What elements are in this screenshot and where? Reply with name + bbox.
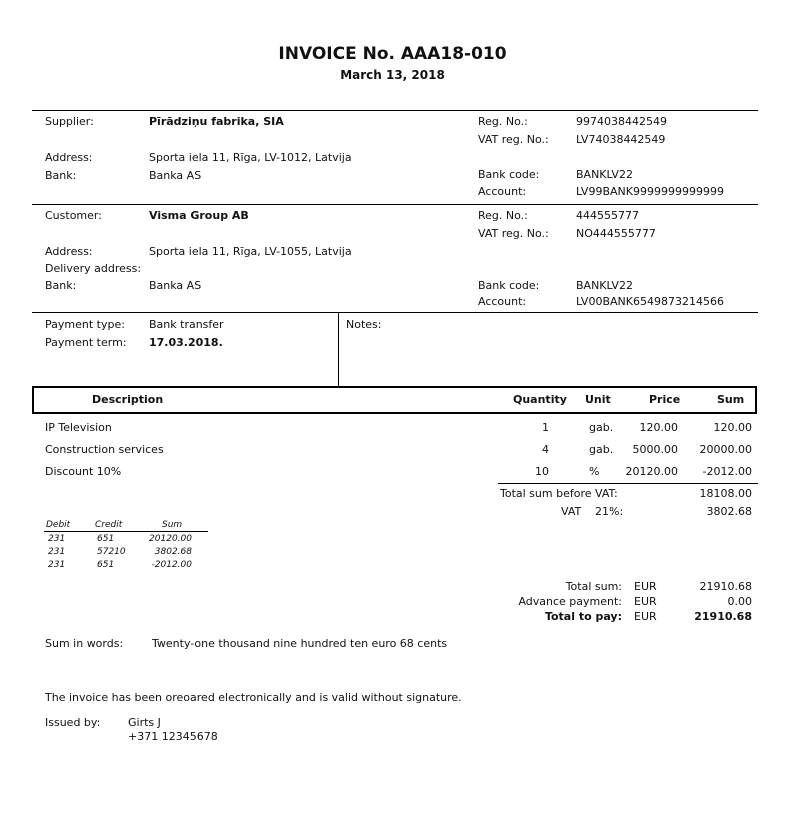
issuer-phone: +371 12345678 <box>128 730 218 743</box>
customer-account: LV00BANK6549873214566 <box>576 295 724 308</box>
customer-reg-label: Reg. No.: <box>478 209 528 222</box>
row-sum: -2012.00 <box>702 465 752 478</box>
ledger-debit-header: Debit <box>46 520 71 530</box>
customer-reg: 444555777 <box>576 209 639 222</box>
supplier-account: LV99BANK9999999999999 <box>576 185 724 198</box>
payment-type: Bank transfer <box>149 318 224 331</box>
customer-vat: NO444555777 <box>576 227 656 240</box>
row-price: 120.00 <box>639 421 678 434</box>
row-quantity: 4 <box>542 443 549 456</box>
total-label: Total sum: <box>565 580 622 593</box>
supplier-reg-label: Reg. No.: <box>478 115 528 128</box>
row-description: Construction services <box>45 443 164 456</box>
col-unit: Unit <box>585 393 611 406</box>
row-price: 20120.00 <box>625 465 678 478</box>
customer-bank-code-label: Bank code: <box>478 279 540 292</box>
customer-label: Customer: <box>45 209 102 222</box>
sum-in-words: Twenty-one thousand nine hundred ten euro 68 cents <box>152 637 448 650</box>
supplier-bank: Banka AS <box>149 169 202 182</box>
row-price: 5000.00 <box>632 443 678 456</box>
advance-label: Advance payment: <box>518 595 622 608</box>
vat-label: VAT <box>561 505 582 518</box>
ledger-debit: 231 <box>48 534 66 544</box>
ledger-credit: 651 <box>97 534 115 544</box>
customer-name: Visma Group AB <box>149 209 249 222</box>
row-quantity: 10 <box>535 465 549 478</box>
customer-bank-code: BANKLV22 <box>576 279 633 292</box>
before-vat-value: 18108.00 <box>699 487 752 500</box>
ledger-credit: 57210 <box>97 547 126 557</box>
divider-top <box>32 110 758 111</box>
col-price: Price <box>649 393 681 406</box>
customer-account-label: Account: <box>478 295 527 308</box>
divider-payment-notes <box>338 313 339 386</box>
vat-value: 3802.68 <box>706 505 752 518</box>
ledger-credit-header: Credit <box>95 520 123 530</box>
ledger-sum: -2012.00 <box>151 560 192 570</box>
invoice-date: March 13, 2018 <box>340 68 445 82</box>
total-currency: EUR <box>634 580 657 593</box>
supplier-name: Pīrādziņu fabrika, SIA <box>149 115 284 128</box>
payment-term: 17.03.2018. <box>149 336 223 349</box>
supplier-vat-label: VAT reg. No.: <box>478 133 549 146</box>
supplier-address: Sporta iela 11, Rīga, LV-1012, Latvija <box>149 151 352 164</box>
ledger-sum: 20120.00 <box>149 534 192 544</box>
row-quantity: 1 <box>542 421 549 434</box>
supplier-account-label: Account: <box>478 185 527 198</box>
row-sum: 120.00 <box>713 421 752 434</box>
supplier-reg: 9974038442549 <box>576 115 667 128</box>
customer-address: Sporta iela 11, Rīga, LV-1055, Latvija <box>149 245 352 258</box>
row-description: IP Television <box>45 421 112 434</box>
ledger-credit: 651 <box>97 560 115 570</box>
row-sum: 20000.00 <box>699 443 752 456</box>
supplier-address-label: Address: <box>45 151 93 164</box>
supplier-vat: LV74038442549 <box>576 133 666 146</box>
sum-in-words-label: Sum in words: <box>45 637 124 650</box>
customer-vat-label: VAT reg. No.: <box>478 227 549 240</box>
validity-note: The invoice has been oreoared electronically and is valid without signature. <box>45 691 462 704</box>
advance-value: 0.00 <box>727 595 752 608</box>
supplier-label: Supplier: <box>45 115 94 128</box>
payment-type-label: Payment type: <box>45 318 125 331</box>
to-pay-label: Total to pay: <box>544 610 622 623</box>
notes-label: Notes: <box>346 318 382 331</box>
customer-address-label: Address: <box>45 245 93 258</box>
before-vat-label: Total sum before VAT: <box>500 487 618 500</box>
ledger-sum-header: Sum <box>162 520 183 530</box>
row-unit: % <box>589 465 600 478</box>
ledger-divider <box>44 531 208 532</box>
supplier-bank-label: Bank: <box>45 169 77 182</box>
col-description: Description <box>92 393 164 406</box>
to-pay-value: 21910.68 <box>694 610 752 623</box>
issuer-name: Girts J <box>128 716 161 729</box>
col-quantity: Quantity <box>513 393 567 406</box>
divider-subtotal <box>498 483 758 484</box>
divider-supplier-customer <box>32 204 758 205</box>
supplier-bank-code: BANKLV22 <box>576 168 633 181</box>
col-sum: Sum <box>717 393 745 406</box>
row-unit: gab. <box>589 421 614 434</box>
row-unit: gab. <box>589 443 614 456</box>
customer-delivery-label: Delivery address: <box>45 262 142 275</box>
payment-term-label: Payment term: <box>45 336 127 349</box>
total-value: 21910.68 <box>699 580 752 593</box>
invoice-title: INVOICE No. AAA18-010 <box>278 44 507 64</box>
ledger-sum: 3802.68 <box>154 547 192 557</box>
customer-bank: Banka AS <box>149 279 202 292</box>
vat-rate: 21%: <box>595 505 624 518</box>
divider-customer-payment <box>32 312 758 313</box>
to-pay-currency: EUR <box>634 610 657 623</box>
supplier-bank-code-label: Bank code: <box>478 168 540 181</box>
ledger-debit: 231 <box>48 547 66 557</box>
customer-bank-label: Bank: <box>45 279 77 292</box>
advance-currency: EUR <box>634 595 657 608</box>
row-description: Discount 10% <box>45 465 122 478</box>
issued-by-label: Issued by: <box>45 716 101 729</box>
ledger-debit: 231 <box>48 560 66 570</box>
